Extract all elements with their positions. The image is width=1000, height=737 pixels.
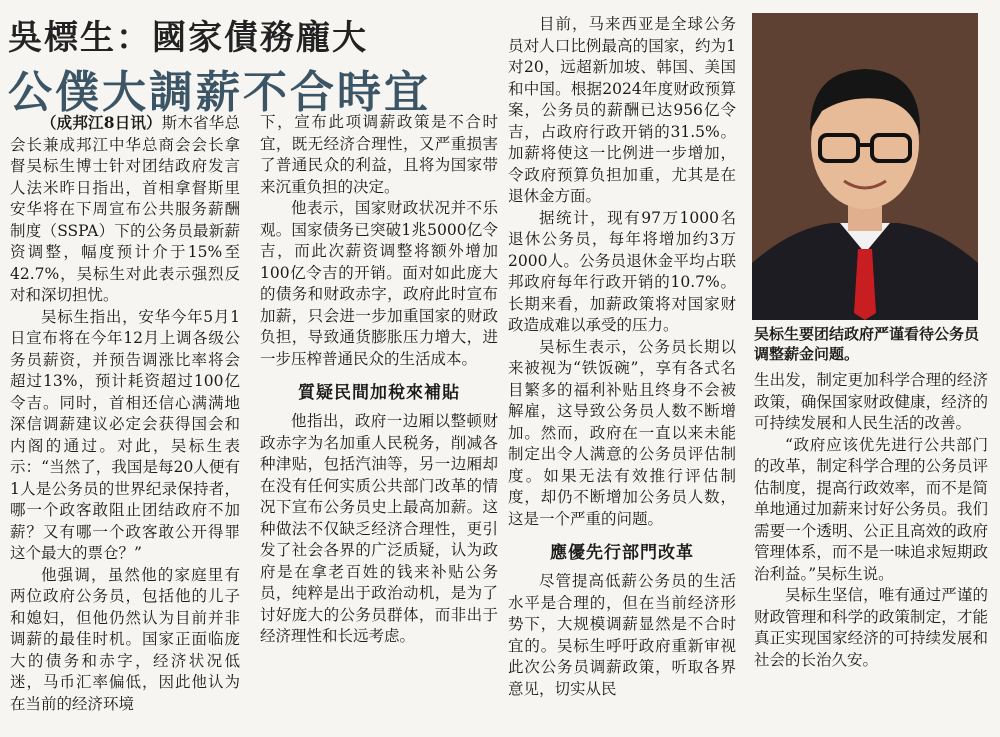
article-column-2 <box>260 112 498 648</box>
paragraph-lead-text: 斯木省华总会长兼成邦江中华总商会会长拿督吴标生博士针对团结政府发言人法米昨日指出，首相拿督斯里安华将在下周宣布公共服务薪酬制度（SSPA）下的公务员最新薪资调整，幅度预计介于15%至42.7%，吴标生对此表示强烈反对和深切担忧。 <box>10 114 240 304</box>
article-column-3 <box>508 14 736 700</box>
subheading: 應優先行部門改革 <box>550 543 694 563</box>
paragraph: 他指出，政府一边厢以整顿财政赤字为名加重人民税务，削减各种津贴，包括汽油等，另一边厢却在没有任何实质公共部门改革的情况下宣布公务员史上最高加薪。这种做法不仅缺乏经济合理性，更引发了社会各界的广泛质疑，认为政府是在拿老百姓的钱来补贴公务员，纯粹是出于政治动机，是为了讨好庞大的公务员群体，而非出于经济理性和长远考虑。 <box>260 412 498 645</box>
photo-caption: 吴标生要团结政府严谨看待公务员调整薪金问题。 <box>754 325 980 363</box>
headline-main: 公僕大調薪不合時宜 <box>8 67 431 118</box>
paragraph: 下，宣布此项调薪政策是不合时宜，既无经济合理性，又严重损害了普通民众的利益，且将为国家带来沉重负担的决定。 <box>260 113 498 196</box>
paragraph: 吴标生表示，公务员长期以来被视为“铁饭碗”，享有各式名目繁多的福利补贴且终身不会被解雇，这导致公务员人数不断增加。然而，政府在一直以来未能制定出令人满意的公务员评估制度。如果无法有效推行评估制度，却仍不断增加公务员人数，这是一个严重的问题。 <box>508 337 736 528</box>
paragraph-lead <box>10 112 240 307</box>
paragraph: 吴标生坚信，唯有通过严谨的财政管理和科学的政策制定，才能真正实现国家经济的可持续发展和社会的长治久安。 <box>754 586 988 669</box>
paragraph: 目前，马来西亚是全球公务员对人口比例最高的国家，约为1对20，远超新加坡、韩国、美国和中国。根据2024年度财政预算案，公务员的薪酬已达956亿令吉，占政府行政开销的31.5%。加薪将使这一比例进一步增加，令政府预算负担加重，尤其是在退休金方面。 <box>508 15 736 205</box>
paragraph: 他强调，虽然他的家庭里有两位政府公务员，包括他的儿子和媳妇，但他仍然认为目前并非调薪的最佳时机。国家正面临庞大的债务和赤字，经济状况低迷，马币汇率偏低，因此他认为在当前的经济环境 <box>10 565 240 713</box>
article-column-4 <box>754 370 988 671</box>
paragraph: 尽管提高低薪公务员的生活水平是合理的，但在当前经济形势下，大规模调薪显然是不合时宜的。吴标生呼吁政府重新审视此次公务员调薪政策，听取各界意见，切实从民 <box>508 572 736 698</box>
paragraph: “政府应该优先进行公共部门的改革，制定科学合理的公务员评估制度，提高行政效率，而不是简单地通过加薪来讨好公务员。我们需要一个透明、公正且高效的政府管理体系，而不是一味追求短期政治利益。”吴标生说。 <box>754 435 988 583</box>
portrait-photo <box>752 13 978 320</box>
paragraph: 据统计，现有97万1000名退休公务员，每年将增加约3万2000人。公务员退休金平均占联邦政府每年行政开销的10.7%。长期来看，加薪政策将对国家财政造成难以承受的压力。 <box>508 208 736 334</box>
article-column-1 <box>10 112 240 715</box>
subheading: 質疑民間加稅來補貼 <box>298 383 460 403</box>
headline-kicker: 吳標生：國家債務龐大 <box>8 18 368 58</box>
dateline: （成邦江8日讯） <box>41 113 162 132</box>
paragraph: 他表示，国家财政状况并不乐观。国家债务已突破1兆5000亿令吉，而此次薪资调整将额外增加100亿令吉的开销。面对如此庞大的债务和财政赤字，政府此时宣布加薪，只会进一步加重国家的财政负担，导致通货膨胀压力增大，进一步压榨普通民众的生活成本。 <box>260 199 498 368</box>
paragraph: 生出发，制定更加科学合理的经济政策，确保国家财政健康，经济的可持续发展和人民生活的改善。 <box>754 371 988 432</box>
portrait-illustration <box>752 13 978 320</box>
paragraph: 吴标生指出，安华今年5月1日宣布将在今年12月上调各级公务员薪资，并预告调涨比率将会超过13%，预计耗资超过100亿令吉。同时，首相还信心满满地深信调薪建议必定会获得国会和内阁的通过。对此，吴标生表示：“当然了，我国是每20人便有1人是公务员的世界纪录保持者，哪一个政客敢阻止团结政府不加薪？又有哪一个政客敢公开得罪这个最大的票仓？” <box>10 307 240 562</box>
